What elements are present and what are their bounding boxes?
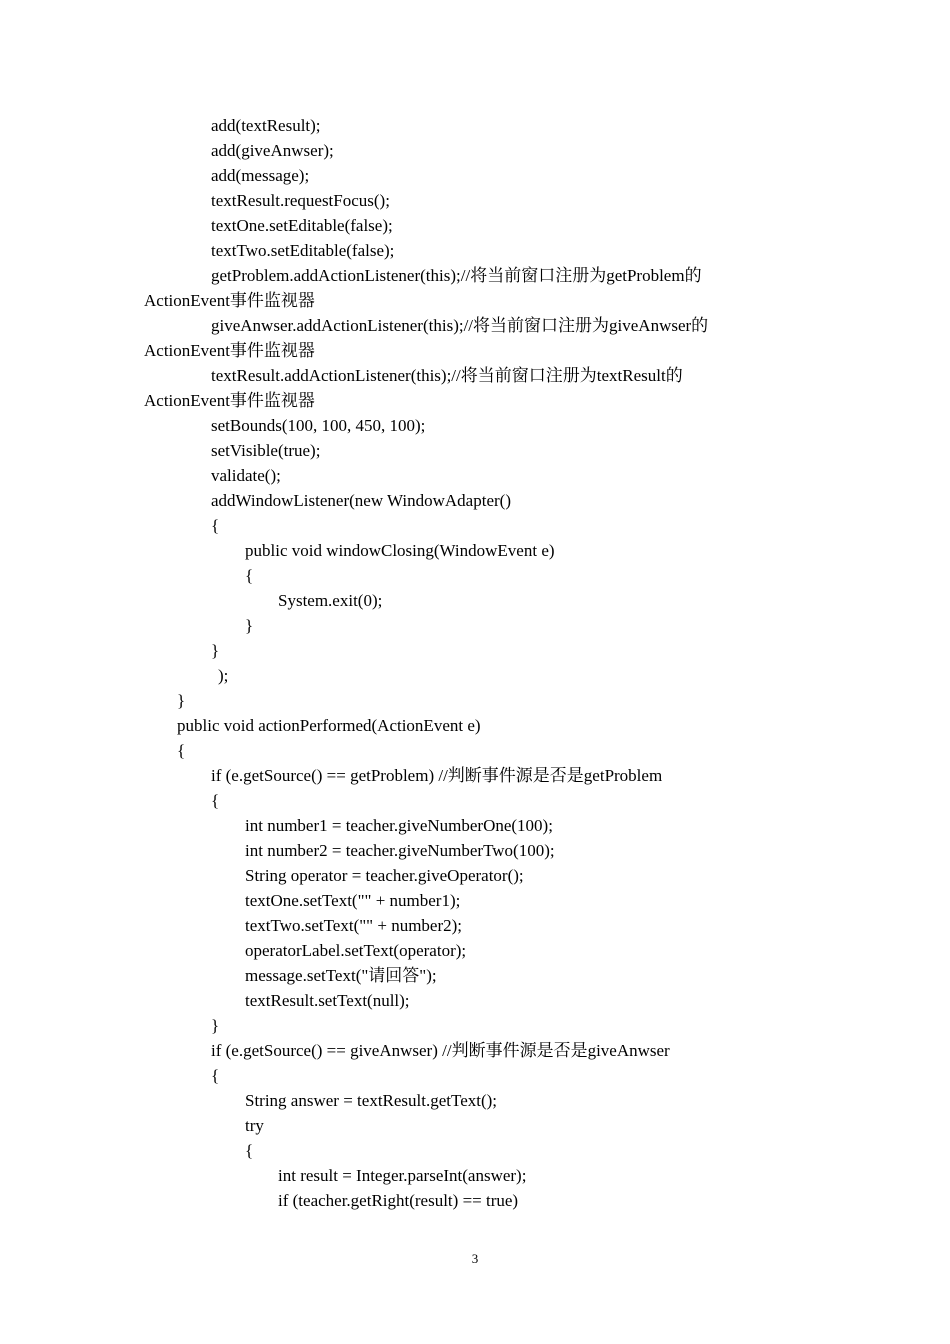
code-line: { xyxy=(245,566,254,585)
page-number: 3 xyxy=(471,1251,479,1266)
code-line: textOne.setText("" + number1); xyxy=(245,891,461,910)
code-line: ActionEvent事件监视器 xyxy=(144,341,315,360)
code-line: getProblem.addActionListener(this);//将当前窗口注册为getProblem的 xyxy=(211,266,702,285)
code-line: textTwo.setEditable(false); xyxy=(211,241,395,260)
code-line: setBounds(100, 100, 450, 100); xyxy=(211,416,426,435)
code-line: int number2 = teacher.giveNumberTwo(100); xyxy=(245,841,555,860)
code-line: { xyxy=(211,1066,220,1085)
code-line: message.setText("请回答"); xyxy=(245,966,437,985)
code-line: ); xyxy=(218,666,229,685)
code-line: textResult.requestFocus(); xyxy=(211,191,390,210)
code-line: ActionEvent事件监视器 xyxy=(144,291,315,310)
code-line: textOne.setEditable(false); xyxy=(211,216,393,235)
code-line: textResult.setText(null); xyxy=(245,991,410,1010)
code-line: setVisible(true); xyxy=(211,441,321,460)
code-line: } xyxy=(211,641,220,660)
code-line: if (e.getSource() == getProblem) //判断事件源是否是getProblem xyxy=(211,766,663,785)
code-line: public void actionPerformed(ActionEvent e) xyxy=(177,716,481,735)
code-line: System.exit(0); xyxy=(278,591,383,610)
code-line: { xyxy=(245,1141,254,1160)
code-line: try xyxy=(245,1116,264,1135)
code-line: int result = Integer.parseInt(answer); xyxy=(278,1166,527,1185)
code-line: validate(); xyxy=(211,466,281,485)
code-line: textResult.addActionListener(this);//将当前窗口注册为textResult的 xyxy=(211,366,683,385)
code-line: add(textResult); xyxy=(211,116,321,135)
code-line: add(giveAnwser); xyxy=(211,141,334,160)
code-line: addWindowListener(new WindowAdapter() xyxy=(211,491,511,510)
code-line: textTwo.setText("" + number2); xyxy=(245,916,463,935)
code-line: if (e.getSource() == giveAnwser) //判断事件源是否是giveAnwser xyxy=(211,1041,670,1060)
code-line: int number1 = teacher.giveNumberOne(100); xyxy=(245,816,553,835)
code-line: String answer = textResult.getText(); xyxy=(245,1091,498,1110)
code-line: { xyxy=(211,791,220,810)
code-line: if (teacher.getRight(result) == true) xyxy=(278,1191,519,1210)
code-line: add(message); xyxy=(211,166,310,185)
code-line: String operator = teacher.giveOperator(); xyxy=(245,866,524,885)
code-line: public void windowClosing(WindowEvent e) xyxy=(245,541,555,560)
code-line: } xyxy=(177,691,186,710)
code-line: { xyxy=(211,516,220,535)
code-line: operatorLabel.setText(operator); xyxy=(245,941,467,960)
code-line: ActionEvent事件监视器 xyxy=(144,391,315,410)
code-line: giveAnwser.addActionListener(this);//将当前窗口注册为giveAnwser的 xyxy=(211,316,709,335)
code-line: } xyxy=(245,616,254,635)
code-line: } xyxy=(211,1016,220,1035)
code-line: { xyxy=(177,741,186,760)
